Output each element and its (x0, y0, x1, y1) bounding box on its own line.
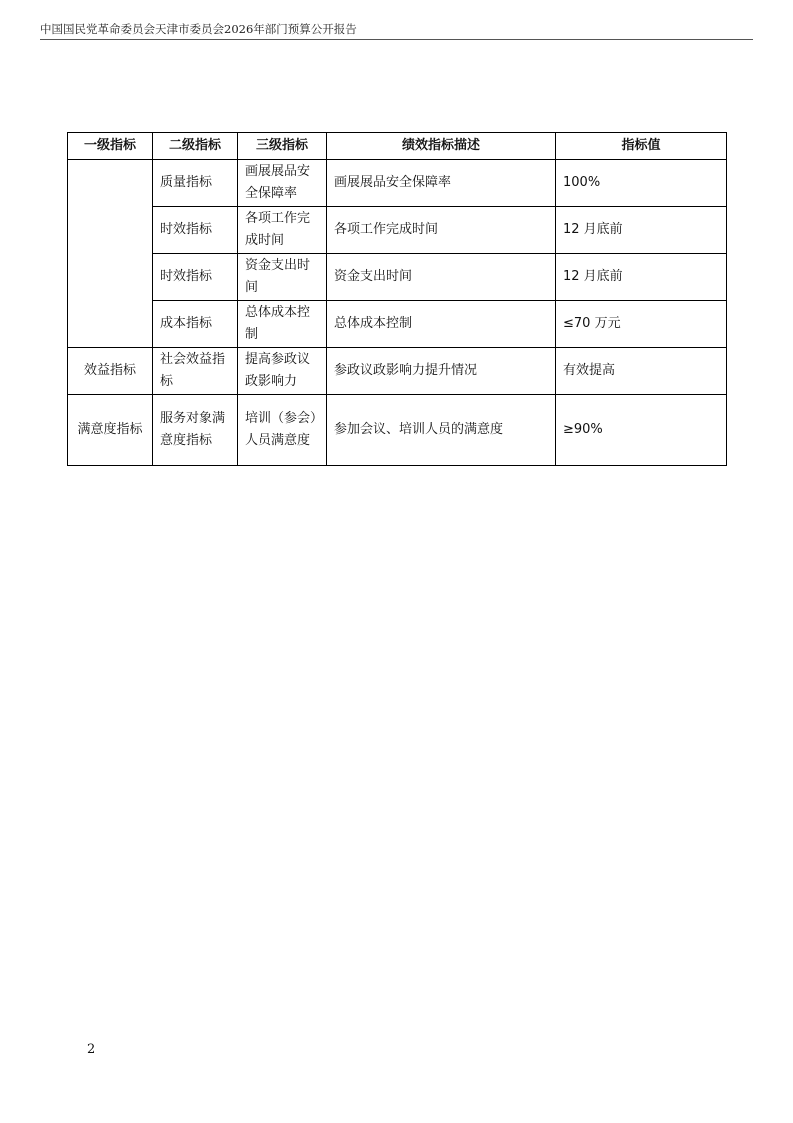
column-header: 绩效指标描述 (327, 133, 556, 160)
column-header: 三级指标 (238, 133, 327, 160)
description-cell: 画展展品安全保障率 (327, 160, 556, 207)
column-header: 二级指标 (153, 133, 238, 160)
table-row (68, 254, 727, 301)
level1-cell (68, 160, 153, 348)
description-cell: 资金支出时间 (327, 254, 556, 301)
description-cell: 参加会议、培训人员的满意度 (327, 395, 556, 466)
table-row (68, 395, 727, 466)
value-cell: 100% (556, 160, 727, 207)
level3-cell: 培训（参会）人员满意度 (238, 395, 327, 466)
description-cell: 各项工作完成时间 (327, 207, 556, 254)
description-cell: 总体成本控制 (327, 301, 556, 348)
page-number: 2 (87, 1042, 96, 1057)
level3-cell: 资金支出时间 (238, 254, 327, 301)
level2-cell: 质量指标 (153, 160, 238, 207)
value-cell: 12 月底前 (556, 254, 727, 301)
table-row (68, 348, 727, 395)
running-header: 中国国民党革命委员会天津市委员会2026年部门预算公开报告 (40, 22, 357, 36)
column-header: 指标值 (556, 133, 727, 160)
performance-indicator-table (67, 132, 727, 466)
value-cell: 有效提高 (556, 348, 727, 395)
level2-cell: 时效指标 (153, 207, 238, 254)
table-row (68, 301, 727, 348)
level2-cell: 成本指标 (153, 301, 238, 348)
level2-cell: 时效指标 (153, 254, 238, 301)
level1-cell: 满意度指标 (68, 395, 153, 466)
description-cell: 参政议政影响力提升情况 (327, 348, 556, 395)
level1-cell: 效益指标 (68, 348, 153, 395)
table-row (68, 160, 727, 207)
level3-cell: 画展展品安全保障率 (238, 160, 327, 207)
value-cell: 12 月底前 (556, 207, 727, 254)
level3-cell: 提高参政议政影响力 (238, 348, 327, 395)
level3-cell: 各项工作完成时间 (238, 207, 327, 254)
column-header: 一级指标 (68, 133, 153, 160)
header-divider (40, 39, 753, 40)
level2-cell: 社会效益指标 (153, 348, 238, 395)
table-header-row (68, 133, 727, 160)
value-cell: ≥90% (556, 395, 727, 466)
level2-cell: 服务对象满意度指标 (153, 395, 238, 466)
level3-cell: 总体成本控制 (238, 301, 327, 348)
table-row (68, 207, 727, 254)
value-cell: ≤70 万元 (556, 301, 727, 348)
